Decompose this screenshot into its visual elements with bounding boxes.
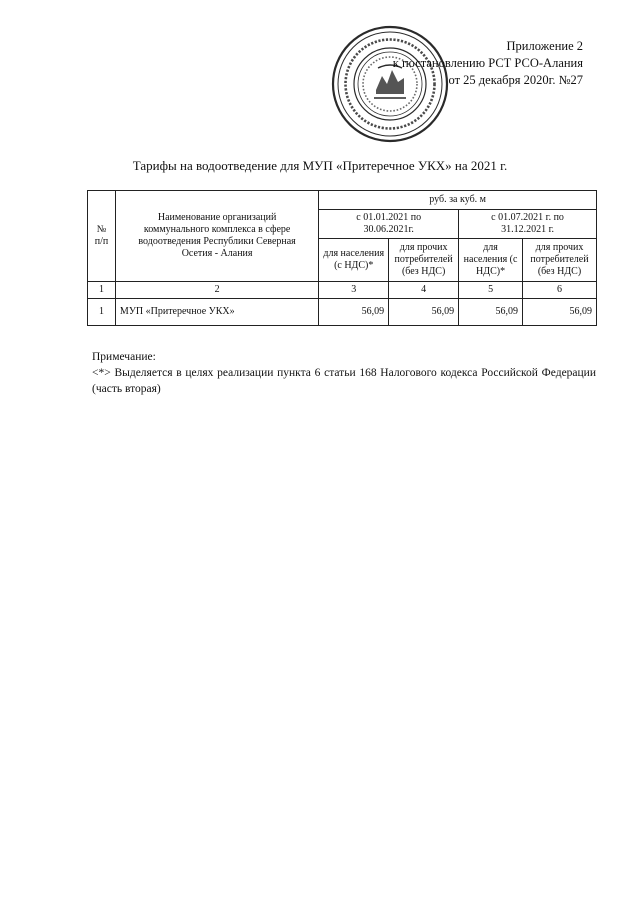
header-consumer-other-1: для прочих потребителей (без НДС) bbox=[389, 239, 459, 282]
header-number: № п/п bbox=[88, 191, 116, 282]
header-consumer-other-2: для прочих потребителей (без НДС) bbox=[523, 239, 597, 282]
column-index: 3 bbox=[319, 282, 389, 299]
organization-name: МУП «Притеречное УКХ» bbox=[115, 299, 318, 326]
appendix-label: Приложение 2 bbox=[506, 39, 583, 53]
column-index: 6 bbox=[523, 282, 597, 299]
tariff-value: 56,09 bbox=[459, 299, 523, 326]
resolution-date-number: от 25 декабря 2020г. №27 bbox=[448, 73, 583, 87]
tariff-value: 56,09 bbox=[523, 299, 597, 326]
tariff-value: 56,09 bbox=[389, 299, 459, 326]
header-period-1: с 01.01.2021 по 30.06.2021г. bbox=[319, 210, 459, 239]
footnote bbox=[92, 349, 596, 397]
resolution-reference: к постановлению РСТ РСО-Алания bbox=[392, 56, 583, 70]
header-consumer-population-1: для населения (с НДС)* bbox=[319, 239, 389, 282]
header-units: руб. за куб. м bbox=[319, 191, 597, 210]
header-period-2: с 01.07.2021 г. по 31.12.2021 г. bbox=[459, 210, 597, 239]
column-index: 1 bbox=[88, 282, 116, 299]
row-number: 1 bbox=[88, 299, 116, 326]
header-organization: Наименование организаций коммунального комплекса в сфере водоотведения Республики Северная Осетия - Алания bbox=[115, 191, 318, 282]
table-row bbox=[88, 299, 597, 326]
document-title: Тарифы на водоотведение для МУП «Притеречное УКХ» на 2021 г. bbox=[132, 158, 508, 173]
column-index: 4 bbox=[389, 282, 459, 299]
header-consumer-population-2: для населения (с НДС)* bbox=[459, 239, 523, 282]
footnote-label: Примечание: bbox=[92, 351, 156, 363]
column-index: 2 bbox=[115, 282, 318, 299]
tariff-value: 56,09 bbox=[319, 299, 389, 326]
column-index: 5 bbox=[459, 282, 523, 299]
tariff-table bbox=[87, 190, 597, 326]
appendix-header bbox=[383, 38, 583, 89]
footnote-text: <*> Выделяется в целях реализации пункта 6 статьи 168 Налогового кодекса Российской Федерации (часть вторая) bbox=[92, 367, 596, 395]
